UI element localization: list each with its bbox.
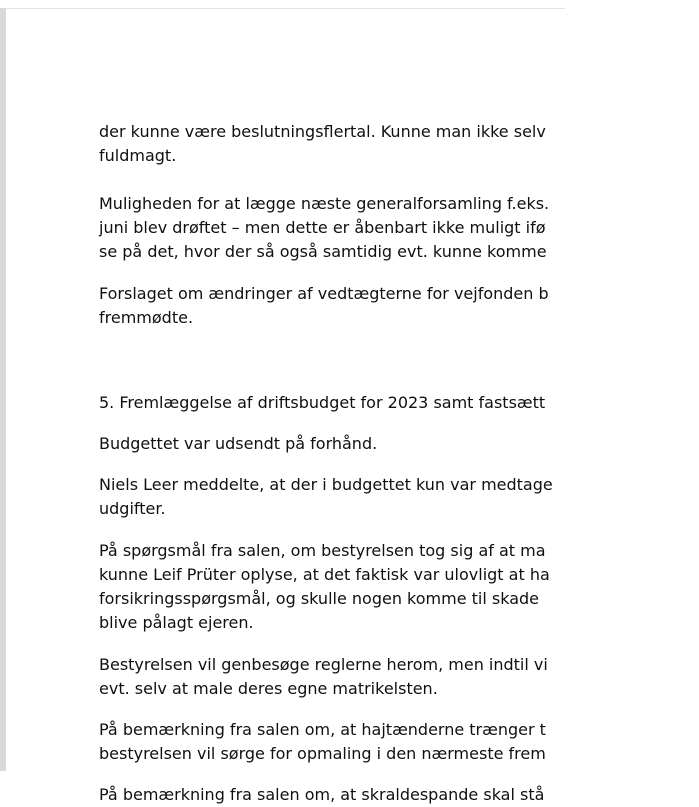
text-line: Bestyrelsen vil genbesøge reglerne herom, men indtil vi (99, 655, 548, 674)
text-line: fuldmagt. (99, 146, 177, 165)
text-line: fremmødte. (99, 308, 194, 327)
text-line: blive pålagt ejeren. (99, 613, 254, 632)
text-line: På bemærkning fra salen om, at skraldespande skal stå (99, 785, 545, 804)
text-line: På bemærkning fra salen om, at hajtænderne trænger t (99, 720, 546, 739)
paragraph-budget-expenses (99, 473, 699, 521)
text-line: Budgettet var udsendt på forhånd. (99, 434, 378, 453)
text-line: 5. Fremlæggelse af driftsbudget for 2023 samt fastsætt (99, 393, 546, 412)
text-line: Forslaget om ændringer af vedtægterne for vejfonden b (99, 284, 549, 303)
text-line: bestyrelsen vil sørge for opmaling i den nærmeste frem (99, 744, 546, 763)
paragraph-budget-sent (99, 432, 699, 456)
page-content (99, 120, 699, 807)
text-line: se på det, hvor der så også samtidig evt. kunne komme (99, 242, 547, 261)
text-line: udgifter. (99, 499, 166, 518)
text-line: Niels Leer meddelte, at der i budgettet kun var medtage (99, 475, 553, 494)
paragraph-trash-bins (99, 783, 699, 807)
text-line: evt. selv at male deres egne matrikelsten. (99, 679, 438, 698)
text-line: kunne Leif Prüter oplyse, at det faktisk var ulovligt at ha (99, 565, 550, 584)
viewer-top-edge (0, 0, 565, 9)
text-line: Muligheden for at lægge næste generalforsamling f.eks. (99, 194, 550, 213)
text-line: juni blev drøftet – men dette er åbenbart ikke muligt ifø (99, 218, 546, 237)
text-line: På spørgsmål fra salen, om bestyrelsen tog sig af at ma (99, 541, 546, 560)
text-line: forsikringsspørgsmål, og skulle nogen komme til skade (99, 589, 539, 608)
agenda-item-5-heading (99, 391, 699, 415)
paragraph-bylaws-proposal (99, 282, 699, 330)
text-line: der kunne være beslutningsflertal. Kunne man ikke selv (99, 122, 546, 141)
paragraph-shark-teeth (99, 718, 699, 766)
paragraph-quorum (99, 120, 699, 168)
document-page (6, 9, 565, 804)
paragraph-next-general-assembly (99, 192, 699, 264)
paragraph-painting-question (99, 539, 699, 635)
paragraph-boundary-stones (99, 653, 699, 701)
